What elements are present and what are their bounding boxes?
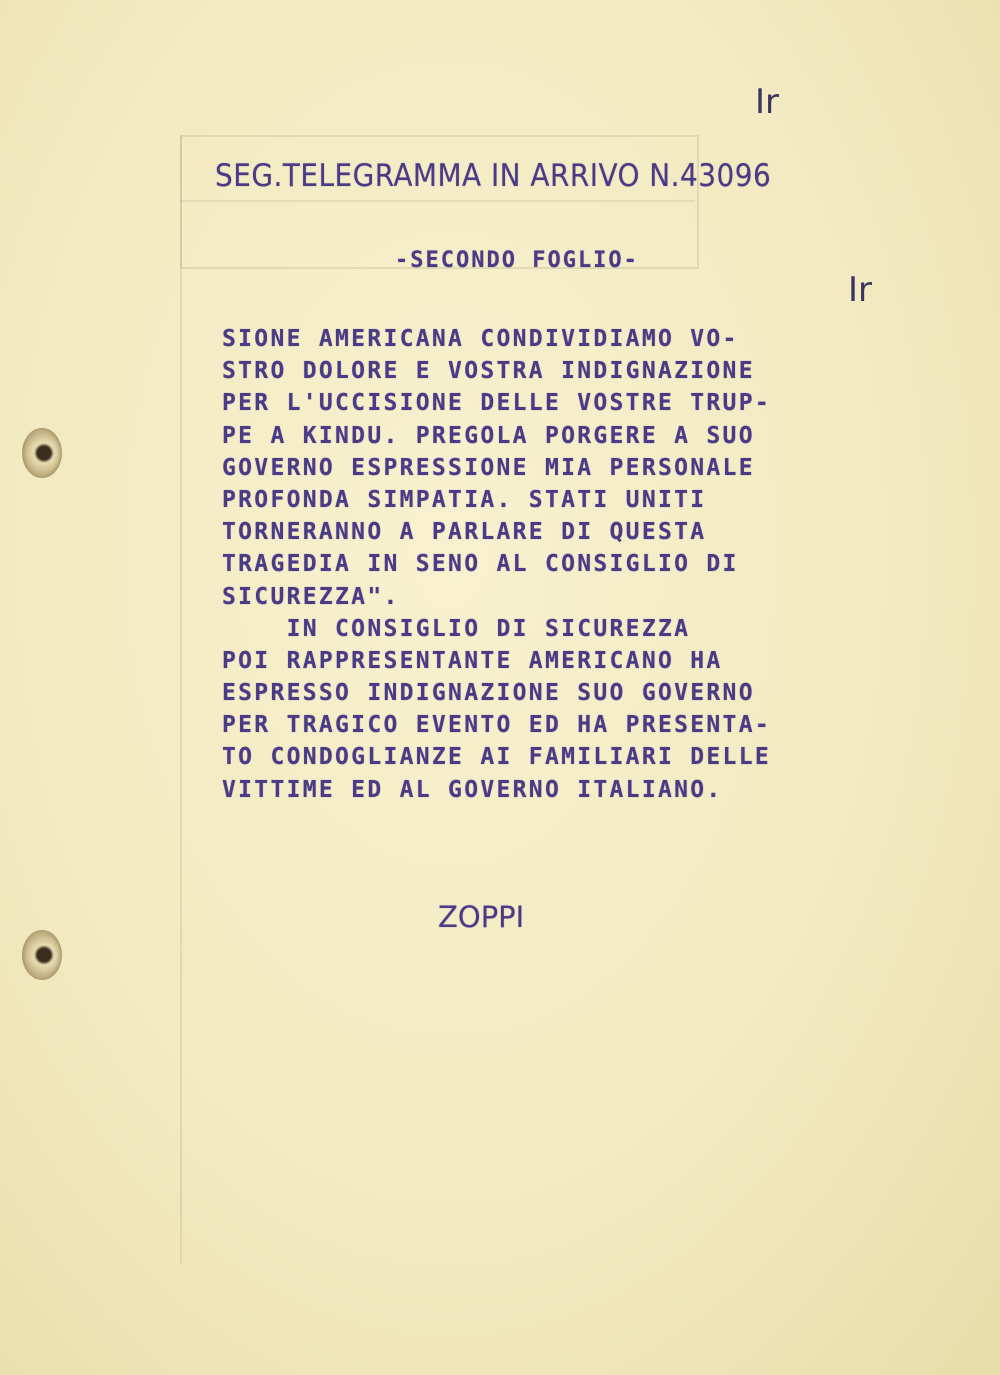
binder-hole <box>22 428 62 478</box>
bleed-through-rule <box>180 135 182 1265</box>
body-line: TRAGEDIA IN SENO AL CONSIGLIO DI <box>222 551 739 578</box>
body-line: VITTIME ED AL GOVERNO ITALIANO. <box>222 776 723 803</box>
body-line: PROFONDA SIMPATIA. STATI UNITI <box>222 486 707 513</box>
body-line: IN CONSIGLIO DI SICUREZZA <box>222 615 691 642</box>
body-line: SIONE AMERICANA CONDIVIDIAMO VO- <box>222 326 739 352</box>
sheet-label: -SECONDO FOGLIO- <box>395 248 639 273</box>
body-line: ESPRESSO INDIGNAZIONE SUO GOVERNO <box>222 680 755 707</box>
bleed-through-rule <box>180 200 695 202</box>
body-line: TO CONDOGLIANZE AI FAMILIARI DELLE <box>222 744 772 771</box>
body-line: TORNERANNO A PARLARE DI QUESTA <box>222 519 707 546</box>
telegram-body <box>222 323 771 806</box>
telegram-header: SEG.TELEGRAMMA IN ARRIVO N.43096 <box>215 158 772 194</box>
body-line: PER L'UCCISIONE DELLE VOSTRE TRUP- <box>222 390 772 417</box>
binder-hole <box>22 930 62 980</box>
body-line: POI RAPPRESENTANTE AMERICANO HA <box>222 647 723 674</box>
body-line: PER TRAGICO EVENTO ED HA PRESENTA- <box>222 712 772 739</box>
handwritten-initial: Ir <box>755 82 780 122</box>
body-line: PE A KINDU. PREGOLA PORGERE A SUO <box>222 422 755 449</box>
body-line: GOVERNO ESPRESSIONE MIA PERSONALE <box>222 454 755 481</box>
handwritten-initial: Ir <box>848 270 873 310</box>
signature: ZOPPI <box>438 900 525 934</box>
body-line: STRO DOLORE E VOSTRA INDIGNAZIONE <box>222 358 755 385</box>
body-line: SICUREZZA". <box>222 583 400 610</box>
